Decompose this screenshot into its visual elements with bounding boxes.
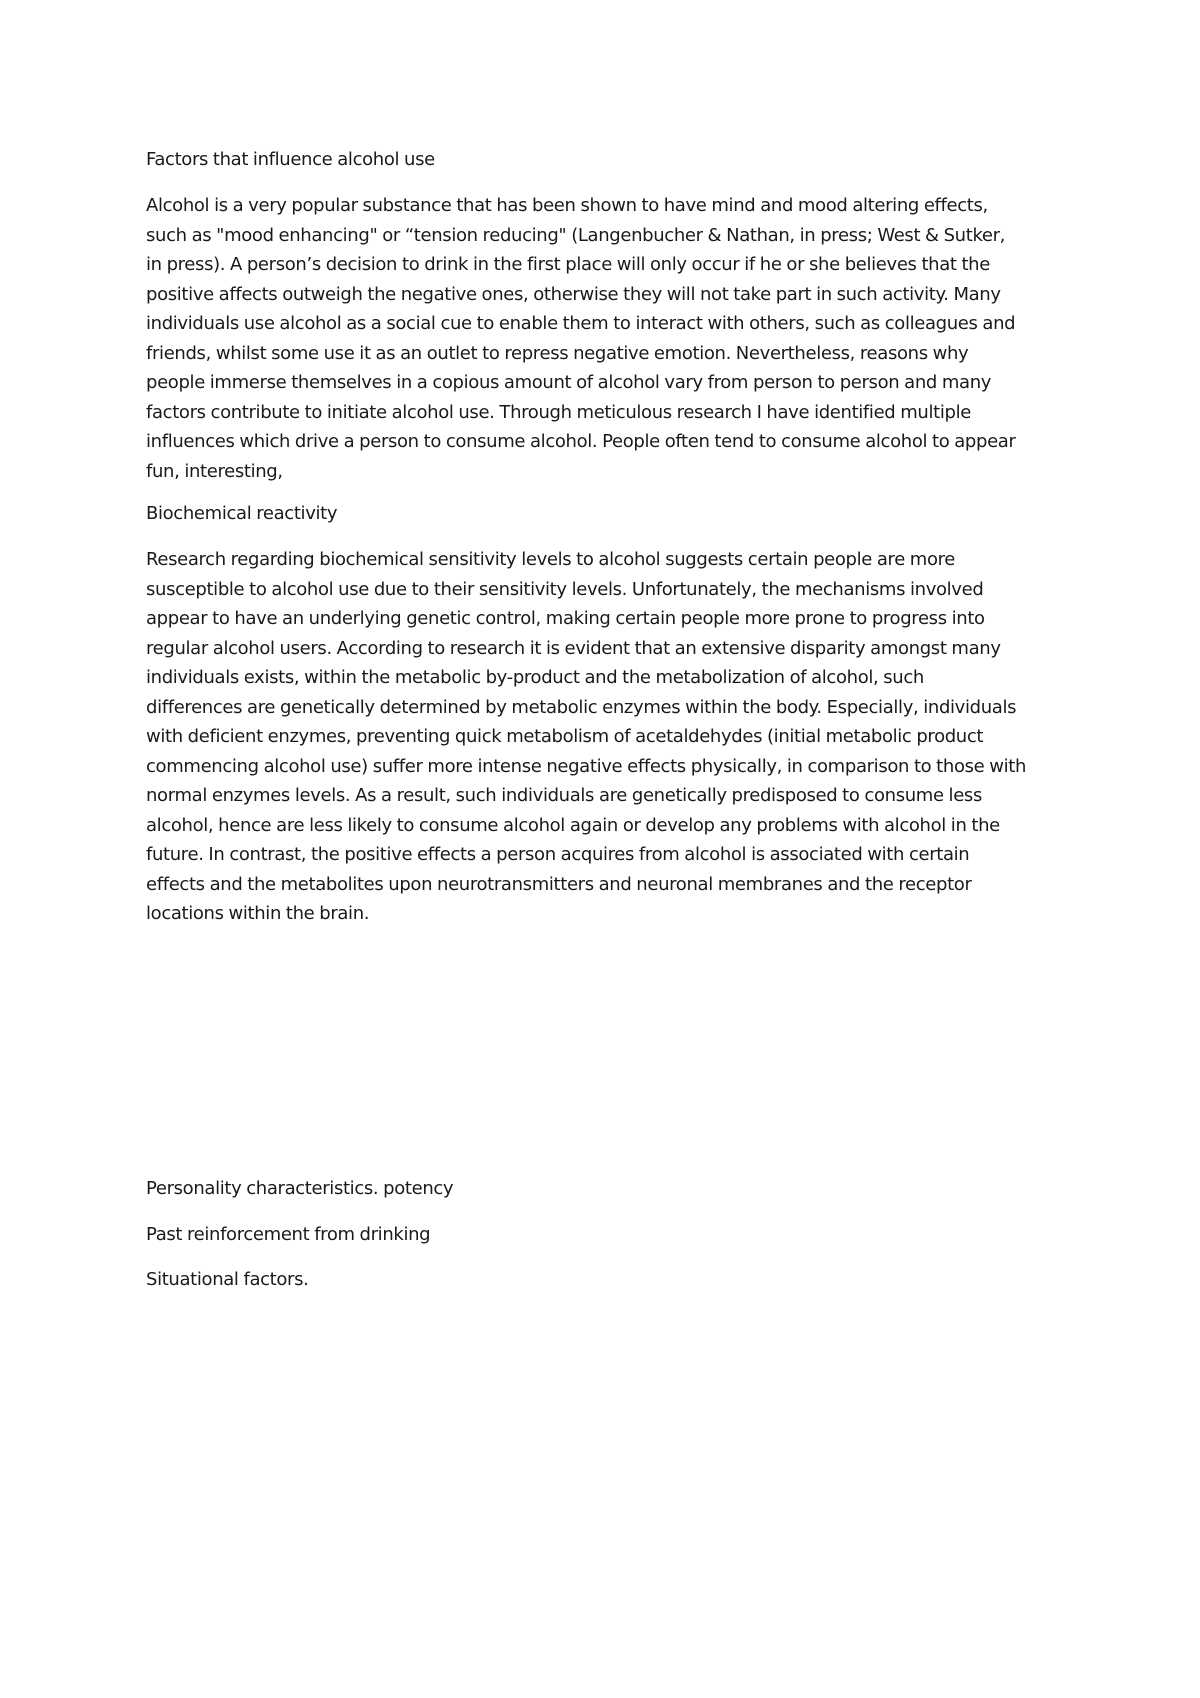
paragraph-line: fun, interesting, [146, 460, 283, 482]
paragraph-line: positive affects outweigh the negative ones, otherwise they will not take part in such activity. Many [146, 283, 1001, 305]
section-heading-situational: Situational factors. [146, 1269, 309, 1290]
section-heading-biochemical: Biochemical reactivity [146, 503, 338, 524]
paragraph-line: appear to have an underlying genetic control, making certain people more prone to progress into [146, 608, 985, 629]
paragraph-line: Alcohol is a very popular substance that has been shown to have mind and mood altering effects, [146, 195, 988, 216]
paragraph-line: locations within the brain. [146, 903, 370, 924]
section-heading-reinforcement: Past reinforcement from drinking [146, 1224, 431, 1245]
paragraph-line: future. In contrast, the positive effects a person acquires from alcohol is associated with certain [146, 844, 970, 865]
paragraph-line: Research regarding biochemical sensitivity levels to alcohol suggests certain people are more [146, 549, 956, 570]
paragraph-line: alcohol, hence are less likely to consume alcohol again or develop any problems with alcohol in the [146, 814, 1000, 836]
paragraph-line: such as "mood enhancing" or “tension reducing" (Langenbucher & Nathan, in press; West & Sutker, [146, 224, 1006, 246]
paragraph-line: normal enzymes levels. As a result, such individuals are genetically predisposed to consume less [146, 785, 982, 806]
section-heading-personality: Personality characteristics. potency [146, 1178, 454, 1199]
paragraph-line: differences are genetically determined by metabolic enzymes within the body. Especially, individuals [146, 696, 1017, 718]
document-title: Factors that influence alcohol use [146, 149, 435, 170]
intro-paragraph [146, 191, 1076, 486]
paragraph-line: influences which drive a person to consume alcohol. People often tend to consume alcohol to appear [146, 431, 1016, 452]
paragraph-line: effects and the metabolites upon neurotransmitters and neuronal membranes and the receptor [146, 873, 972, 895]
paragraph-line: commencing alcohol use) suffer more intense negative effects physically, in comparison to those with [146, 755, 1027, 777]
paragraph-line: individuals use alcohol as a social cue to enable them to interact with others, such as colleagues and [146, 313, 1016, 334]
paragraph-line: with deficient enzymes, preventing quick metabolism of acetaldehydes (initial metabolic product [146, 726, 984, 747]
paragraph-line: in press). A person’s decision to drink in the first place will only occur if he or she believes that the [146, 254, 990, 275]
paragraph-line: susceptible to alcohol use due to their sensitivity levels. Unfortunately, the mechanisms involved [146, 578, 984, 600]
paragraph-line: regular alcohol users. According to research it is evident that an extensive disparity amongst many [146, 637, 1001, 659]
paragraph-line: people immerse themselves in a copious amount of alcohol vary from person to person and many [146, 372, 992, 393]
paragraph-line: individuals exists, within the metabolic by-product and the metabolization of alcohol, such [146, 667, 924, 688]
paragraph-line: factors contribute to initiate alcohol use. Through meticulous research I have identified multiple [146, 401, 971, 423]
biochemical-paragraph [146, 545, 1076, 929]
paragraph-line: friends, whilst some use it as an outlet to repress negative emotion. Nevertheless, reasons why [146, 342, 969, 364]
